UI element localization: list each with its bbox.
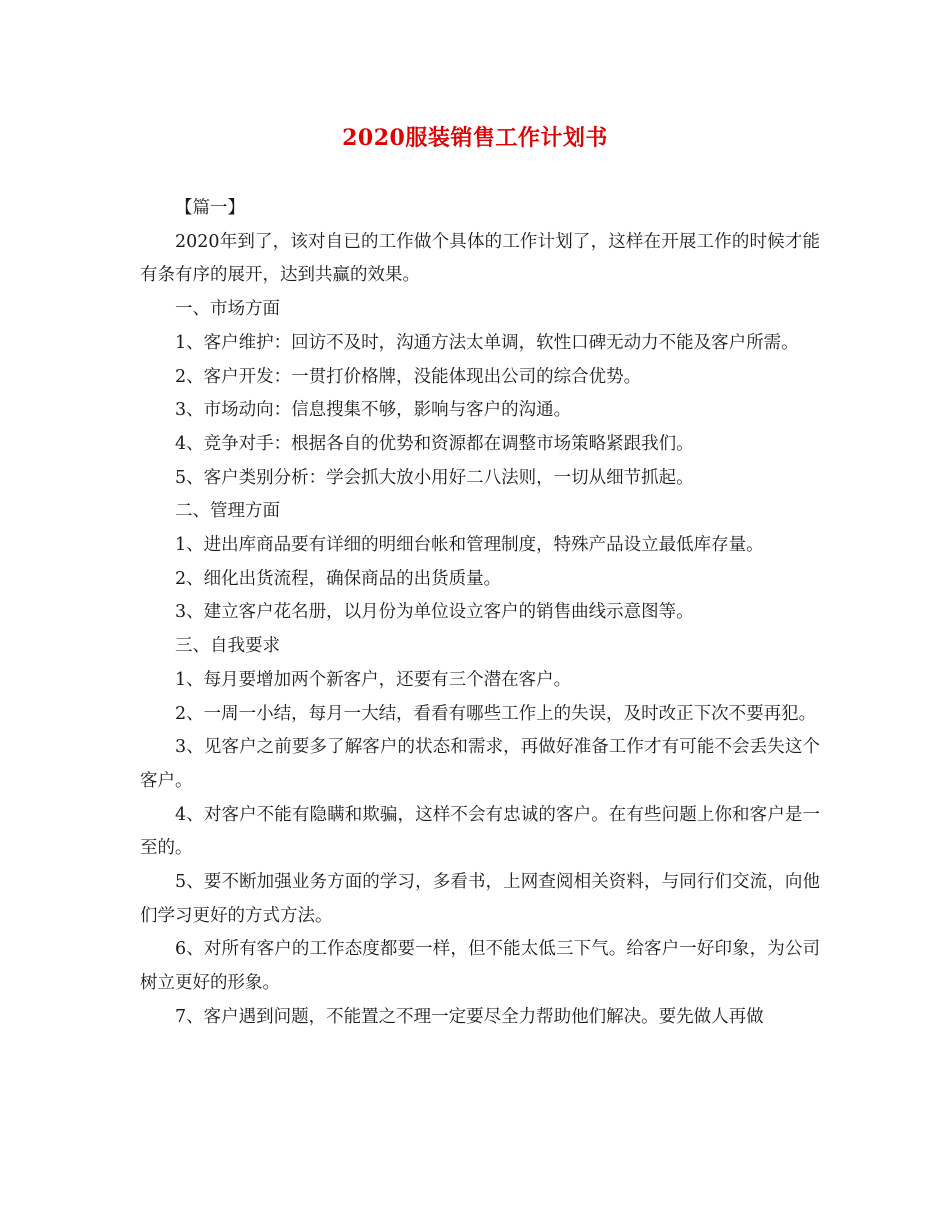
document-body bbox=[140, 192, 820, 1035]
self-item-7: 7、客户遇到问题，不能置之不理一定要尽全力帮助他们解决。要先做人再做 bbox=[175, 1006, 764, 1027]
market-item-3: 3、市场动向：信息搜集不够，影响与客户的沟通。 bbox=[175, 400, 572, 421]
self-item-1: 1、每月要增加两个新客户，还要有三个潜在客户。 bbox=[175, 669, 572, 690]
self-item-3: 3、见客户之前要多了解客户的状态和需求，再做好准备工作才有可能不会丢失这个客户。 bbox=[140, 737, 820, 791]
self-item-6: 6、对所有客户的工作态度都要一样，但不能太低三下气。给客户一好印象，为公司树立更好的形象。 bbox=[140, 939, 820, 994]
self-item-5: 5、要不断加强业务方面的学习，多看书，上网查阅相关资料，与同行们交流，向他们学习更好的方式方法。 bbox=[140, 872, 820, 926]
heading-self-requirements: 三、自我要求 bbox=[175, 636, 280, 657]
self-item-2: 2、一周一小结，每月一大结，看看有哪些工作上的失误，及时改正下次不要再犯。 bbox=[175, 703, 817, 724]
market-item-5: 5、客户类别分析：学会抓大放小用好二八法则，一切从细节抓起。 bbox=[175, 467, 694, 488]
intro-paragraph: 2020年到了，该对自已的工作做个具体的工作计划了，这样在开展工作的时候才能有条有序的展开，达到共赢的效果。 bbox=[140, 231, 820, 286]
self-item-4: 4、对客户不能有隐瞒和欺骗，这样不会有忠诚的客户。在有些问题上你和客户是一至的。 bbox=[140, 804, 820, 859]
heading-management: 二、管理方面 bbox=[175, 501, 280, 522]
management-item-1: 1、进出库商品要有详细的明细台帐和管理制度，特殊产品设立最低库存量。 bbox=[175, 535, 764, 556]
management-item-2: 2、细化出货流程，确保商品的出货质量。 bbox=[175, 568, 502, 589]
market-item-1: 1、客户维护：回访不及时，沟通方法太单调，软性口碑无动力不能及客户所需。 bbox=[175, 332, 799, 353]
management-item-3: 3、建立客户花名册，以月份为单位设立客户的销售曲线示意图等。 bbox=[175, 602, 694, 623]
market-item-2: 2、客户开发：一贯打价格牌，没能体现出公司的综合优势。 bbox=[175, 366, 642, 387]
heading-market: 一、市场方面 bbox=[175, 299, 280, 320]
section-label: 【篇一】 bbox=[175, 198, 245, 218]
market-item-4: 4、竞争对手：根据各自的优势和资源都在调整市场策略紧跟我们。 bbox=[175, 433, 694, 454]
document-title: 2020服装销售工作计划书 bbox=[342, 125, 608, 151]
